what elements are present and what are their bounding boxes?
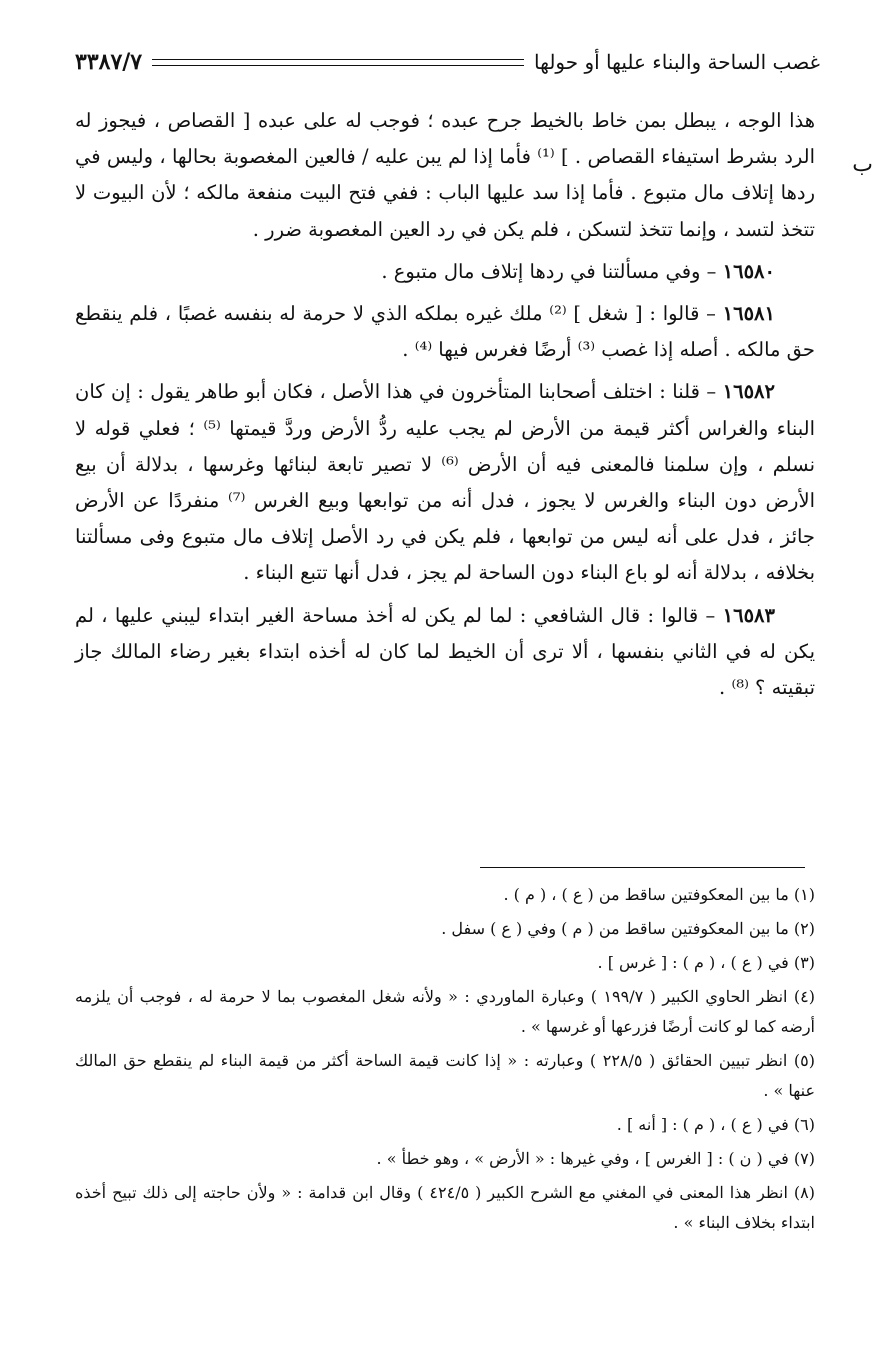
footnote: (٧) في ( ن ) : [ الغرس ] ، وفي غيرها : « الأرض » ، وهو خطأ » . (376, 1149, 815, 1168)
footnote: (٦) في ( ع ) ، ( م ) : [ أنه ] . (616, 1115, 815, 1134)
paragraph-text: – قالوا : قال الشافعي : لما لم يكن له أخذ مساحة الغير ابتداء ليبني عليها ، لم يكن له في الثاني بنفسها ، ألا ترى أن الخيط لما كان له أخذه ابتداء بغير رضاء المالك جاز تبقيته ؟ ⁽⁸⁾ . (75, 603, 815, 700)
header-rule (152, 59, 524, 66)
footnotes (75, 880, 815, 1242)
paragraph-text: – وفي مسألتنا في ردها إتلاف مال متبوع . (381, 259, 717, 283)
paragraph (75, 103, 815, 248)
main-text (75, 103, 815, 712)
paragraph-number: ١٦٥٨٢ (722, 380, 775, 404)
paragraph-number: ١٦٥٨٠ (722, 259, 775, 283)
header-title: غصب الساحة والبناء عليها أو حولها (534, 50, 820, 74)
paragraph (75, 374, 815, 591)
footnote: (١) ما بين المعكوفتين ساقط من ( ع ) ، ( م ) . (503, 885, 815, 904)
paragraph (75, 296, 815, 368)
paragraph-number: ١٦٥٨١ (722, 302, 775, 326)
footnote: (٣) في ( ع ) ، ( م ) : [ غرس ] . (597, 953, 815, 972)
paragraph-text: – قلنا : اختلف أصحابنا المتأخرون في هذا الأصل ، فكان أبو طاهر يقول : إن كان البناء والغراس أكثر قيمة من الأرض لم يجب عليه ردُّ الأرض وردَّ قيمتها ⁽⁵⁾ ؛ فعلي قوله لا نسلم ، وإن سلمنا فالمعنى فيه أن الأرض ⁽⁶⁾ لا تصير تابعة لبنائها وغرسها ، بدلالة أن بيع الأرض دون البناء والغرس لا يجوز ، فدل أنه من توابعها وبيع الغرس ⁽⁷⁾ منفردًا عن الأرض جائز ، فدل على أنه ليس من توابعها ، فلم يكن في رد الأصل إتلاف مال متبوع وفى مسألتنا بخلافه ، بدلالة أنه لو باع البناء دون الساحة لم يجز ، فدل أنها تتبع البناء . (75, 380, 815, 585)
page-number: ٣٣٨٧/٧ (75, 49, 143, 75)
running-header (75, 42, 820, 82)
footnote: (٤) انظر الحاوي الكبير ( ١٩٩/٧ ) وعبارة الماوردي : « ولأنه شغل المغصوب بما لا حرمة له ، فوجب أن يلزمه أرضه كما لو كانت أرضًا فزرعها أو غرسها » . (75, 987, 816, 1036)
footnote: (٨) انظر هذا المعنى في المغني مع الشرح الكبير ( ٤٢٤/٥ ) وقال ابن قدامة : « ولأن حاجته إلى ذلك تبيح أخذه ابتداء بخلاف البناء » . (75, 1183, 816, 1232)
paragraph-text: – قالوا : [ شغل ] ⁽²⁾ ملك غيره بملكه الذي لا حرمة له بنفسه غصبًا ، فلم ينقطع حق مالكه . أصله إذا غصب ⁽³⁾ أرضًا فغرس فيها ⁽⁴⁾ . (75, 302, 815, 362)
footnote: (٥) انظر تبيين الحقائق ( ٢٢٨/٥ ) وعبارته : « إذا كانت قيمة الساحة أكثر من قيمة البناء لم ينقطع حق المالك عنها » . (75, 1051, 816, 1100)
footnote-divider (480, 867, 805, 868)
paragraph (75, 254, 815, 290)
margin-note: ب (852, 152, 873, 177)
paragraph-number: ١٦٥٨٣ (722, 603, 776, 627)
paragraph-text: هذا الوجه ، يبطل بمن خاط بالخيط جرح عبده ؛ فوجب له على عبده [ القصاص ، فيجوز له الرد بشرط استيفاء القصاص . ] ⁽¹⁾ فأما إذا لم يبن عليه / فالعين المغصوبة بحالها ، وليس في ردها إتلاف مال متبوع . فأما إذا سد عليها الباب : ففي فتح البيت منفعة مالكه ؛ لأن البيوت لا تتخذ لتسد ، وإنما تتخذ لتسكن ، فلم يكن في رد العين المغصوبة ضرر . (75, 109, 815, 241)
footnote: (٢) ما بين المعكوفتين ساقط من ( م ) وفي ( ع ) سفل . (441, 919, 815, 938)
paragraph (75, 598, 815, 707)
